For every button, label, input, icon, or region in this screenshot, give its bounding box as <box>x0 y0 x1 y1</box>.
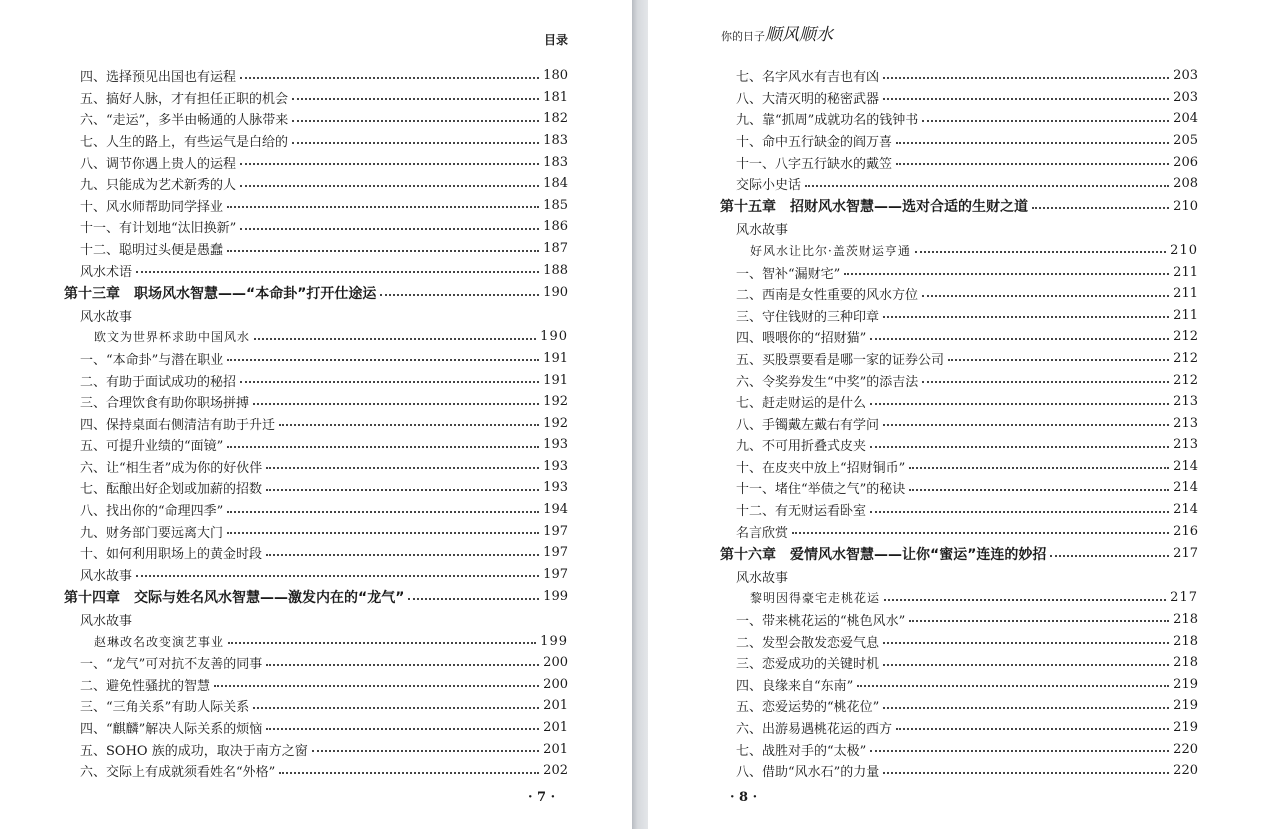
toc-entry <box>64 369 568 391</box>
toc-entry-page: 186 <box>543 219 568 235</box>
toc-entry <box>64 130 568 152</box>
toc-entry-page: 216 <box>1173 523 1198 539</box>
book-gutter <box>632 0 648 829</box>
toc-entry-title: 三、守住钱财的三种印章 <box>736 309 880 325</box>
toc-entry-title: 六、交际上有成就须看姓名“外格” <box>80 765 276 781</box>
toc-entry-page: 197 <box>543 545 568 561</box>
toc-entry-title: 三、恋爱成功的关键时机 <box>736 657 880 673</box>
toc-entry-title: 七、赶走财运的是什么 <box>736 396 867 412</box>
toc-entry <box>64 477 568 499</box>
dot-leader <box>253 697 539 709</box>
toc-entry-title: 十二、聪明过头便是愚蠢 <box>80 243 224 259</box>
dot-leader <box>266 544 539 556</box>
dot-leader <box>240 371 539 383</box>
toc-entry <box>720 695 1198 717</box>
toc-entry-page: 214 <box>1173 502 1198 518</box>
toc-entry <box>720 130 1198 152</box>
dot-leader <box>870 436 1169 448</box>
toc-entry <box>64 673 568 695</box>
toc-entry-title: 第十五章 招财风水智慧——选对合适的生财之道 <box>720 199 1028 216</box>
toc-entry <box>64 652 568 674</box>
page-number-right: · 8 · <box>730 790 758 805</box>
dot-leader <box>915 241 1166 253</box>
dot-leader <box>884 589 1166 601</box>
toc-entry-title: 八、调节你遇上贵人的运程 <box>80 156 237 172</box>
toc-entry-page: 201 <box>543 741 568 757</box>
toc-entry-page: 205 <box>1173 133 1198 149</box>
toc-entry-title: 六、令奖券发生“中奖”的添吉法 <box>736 374 919 390</box>
dot-leader <box>909 479 1169 491</box>
dot-leader <box>266 479 539 491</box>
toc-chapter-entry <box>720 195 1198 219</box>
toc-entry-title: 欧文为世界杯求助中国风水 <box>94 330 251 345</box>
toc-entry-page: 192 <box>543 415 568 431</box>
toc-entry-title: 十、在皮夹中放上“招财铜币” <box>736 460 906 476</box>
dot-leader <box>292 88 539 100</box>
dot-leader <box>883 67 1169 79</box>
toc-entry-page: 185 <box>543 197 568 213</box>
toc-entry-title: 赵琳改名改变演艺事业 <box>94 634 225 649</box>
toc-entry-page: 213 <box>1173 394 1198 410</box>
toc-entry-title: 十二、有无财运看卧室 <box>736 504 867 520</box>
toc-entry <box>64 151 568 173</box>
toc-entry <box>64 434 568 456</box>
toc-entry-page: 206 <box>1173 154 1198 170</box>
toc-entry-title: 五、搞好人脉，才有担任正职的机会 <box>80 91 289 107</box>
toc-entry <box>720 717 1198 739</box>
toc-entry-title: 十一、八字五行缺水的戴笠 <box>736 156 893 172</box>
toc-entry-page: 210 <box>1173 198 1198 214</box>
toc-entry-title: 风水故事 <box>80 568 133 584</box>
dot-leader <box>227 349 539 361</box>
dot-leader <box>136 261 539 273</box>
toc-entry <box>720 151 1198 173</box>
toc-entry-title: 六、让“相生者”成为你的好伙伴 <box>80 460 263 476</box>
dot-leader <box>883 88 1169 100</box>
toc-entry-page: 200 <box>543 676 568 692</box>
toc-entry <box>64 348 568 370</box>
toc-entry-page: 211 <box>1173 307 1198 323</box>
dot-leader <box>227 436 539 448</box>
toc-entry-title: 九、只能成为艺术新秀的人 <box>80 178 237 194</box>
dot-leader <box>227 240 539 252</box>
toc-entry <box>720 87 1198 109</box>
dot-leader <box>922 285 1169 297</box>
toc-entry <box>64 326 568 348</box>
toc-entry <box>720 326 1198 348</box>
dot-leader <box>227 501 539 513</box>
toc-entry-page: 202 <box>543 763 568 779</box>
toc-entry-page: 193 <box>543 437 568 453</box>
toc-entry-title: 一、“龙气”可对抗不友善的同事 <box>80 657 263 673</box>
toc-entry-title: 一、带来桃花运的“桃色风水” <box>736 613 906 629</box>
toc-entry <box>64 499 568 521</box>
toc-entry-page: 219 <box>1173 698 1198 714</box>
toc-entry-title: 风水故事 <box>736 570 789 586</box>
dot-leader <box>896 153 1169 165</box>
toc-entry-title: 四、良缘来自“东南” <box>736 678 854 694</box>
header-small-text: 你的日子 <box>721 30 765 43</box>
toc-entry-title: 二、西南是女性重要的风水方位 <box>736 288 919 304</box>
toc-entry-title: 三、“三角关系”有助人际关系 <box>80 700 250 716</box>
toc-entry-page: 217 <box>1173 546 1198 562</box>
toc-entry <box>64 238 568 260</box>
toc-entry-page: 190 <box>543 285 568 301</box>
toc-entry <box>720 65 1198 87</box>
toc-entry-page: 219 <box>1173 719 1198 735</box>
dot-leader <box>254 328 536 340</box>
dot-leader <box>380 284 539 296</box>
toc-entry <box>720 261 1198 283</box>
toc-entry-page: 183 <box>543 154 568 170</box>
toc-entry-title: 交际小史话 <box>736 178 802 194</box>
toc-entry-page: 187 <box>543 241 568 257</box>
toc-entry-title: 六、“走运”，多半由畅通的人脉带来 <box>80 113 289 129</box>
toc-entry-page: 211 <box>1173 286 1198 302</box>
toc-entry-page: 204 <box>1173 111 1198 127</box>
dot-leader <box>896 718 1169 730</box>
toc-entry-page: 197 <box>543 566 568 582</box>
toc-entry-title: 八、大清灭明的秘密武器 <box>736 91 880 107</box>
dot-leader <box>279 762 539 774</box>
dot-leader <box>922 371 1169 383</box>
toc-entry <box>64 564 568 586</box>
toc-entry <box>720 348 1198 370</box>
toc-entry-title: 八、找出你的“命理四季” <box>80 504 224 520</box>
toc-entry-page: 203 <box>1173 89 1198 105</box>
dot-leader <box>870 328 1169 340</box>
toc-entry <box>720 173 1198 195</box>
toc-entry-title: 十一、堵住“举债之气”的秘诀 <box>736 482 906 498</box>
toc-entry-title: 一、“本命卦”与潜在职业 <box>80 352 224 368</box>
toc-entry <box>720 283 1198 305</box>
toc-entry <box>720 391 1198 413</box>
toc-entry <box>64 304 568 326</box>
toc-entry-title: 风水故事 <box>736 223 789 239</box>
dot-leader <box>883 762 1169 774</box>
toc-entry-page: 219 <box>1173 676 1198 692</box>
toc-entry-title: 五、SOHO 族的成功，取决于南方之窗 <box>80 743 308 759</box>
dot-leader <box>253 393 539 405</box>
toc-entry <box>720 108 1198 130</box>
toc-entry-page: 188 <box>543 262 568 278</box>
toc-entry-page: 208 <box>1173 176 1198 192</box>
toc-entry <box>720 456 1198 478</box>
toc-entry-page: 197 <box>543 523 568 539</box>
toc-entry <box>64 738 568 760</box>
toc-entry-title: 八、借助“风水石”的力量 <box>736 765 880 781</box>
toc-entry-title: 十、命中五行缺金的阎万喜 <box>736 135 893 151</box>
dot-leader <box>240 67 539 79</box>
running-header-left: 目录 <box>543 33 568 47</box>
toc-entry <box>720 609 1198 631</box>
toc-entry <box>64 760 568 782</box>
dot-leader <box>1050 545 1169 557</box>
toc-entry <box>64 216 568 238</box>
dot-leader <box>909 610 1169 622</box>
toc-list-right <box>720 65 1198 781</box>
dot-leader <box>844 263 1169 275</box>
toc-entry <box>720 477 1198 499</box>
dot-leader <box>312 740 539 752</box>
toc-entry-title: 十一、有计划地“汰旧换新” <box>80 221 237 237</box>
toc-entry-page: 214 <box>1173 458 1198 474</box>
toc-entry-page: 183 <box>543 133 568 149</box>
toc-entry <box>720 218 1198 240</box>
toc-entry-page: 193 <box>543 458 568 474</box>
toc-entry-page: 199 <box>540 633 568 649</box>
toc-entry-page: 213 <box>1173 415 1198 431</box>
toc-entry-title: 十、风水师帮助同学择业 <box>80 199 224 215</box>
toc-entry-title: 第十六章 爱情风水智慧——让你“蜜运”连连的妙招 <box>720 546 1047 563</box>
toc-entry-page: 184 <box>543 176 568 192</box>
toc-entry-page: 218 <box>1173 633 1198 649</box>
toc-entry-page: 192 <box>543 394 568 410</box>
toc-entry-title: 二、发型会散发恋爱气息 <box>736 635 880 651</box>
toc-entry-title: 第十四章 交际与姓名风水智慧——激发内在的“龙气” <box>64 589 405 606</box>
toc-entry-title: 七、名字风水有吉也有凶 <box>736 70 880 86</box>
toc-entry <box>64 65 568 87</box>
toc-entry-title: 四、保持桌面右侧清洁有助于升迁 <box>80 417 276 433</box>
dot-leader <box>792 522 1169 534</box>
toc-entry-page: 218 <box>1173 611 1198 627</box>
toc-entry-title: 一、智补“漏财宅” <box>736 266 841 282</box>
toc-entry-title: 四、选择预见出国也有运程 <box>80 70 237 86</box>
toc-entry-page: 201 <box>543 698 568 714</box>
toc-entry-page: 214 <box>1173 480 1198 496</box>
toc-entry <box>64 173 568 195</box>
toc-entry-title: 好风水让比尔·盖茨财运亨通 <box>750 243 911 258</box>
toc-entry-page: 180 <box>543 68 568 84</box>
dot-leader <box>240 153 539 165</box>
dot-leader <box>266 718 539 730</box>
toc-entry <box>720 738 1198 760</box>
dot-leader <box>408 588 539 600</box>
dot-leader <box>279 414 539 426</box>
toc-entry-page: 210 <box>1170 242 1198 258</box>
toc-entry-title: 九、财务部门要远离大门 <box>80 525 224 541</box>
toc-entry-title: 七、战胜对手的“太极” <box>736 743 867 759</box>
toc-entry-page: 211 <box>1173 264 1198 280</box>
left-page <box>0 0 632 829</box>
toc-list-left <box>64 65 568 781</box>
toc-entry-title: 第十三章 职场风水智慧——“本命卦”打开仕途运 <box>64 285 377 302</box>
dot-leader <box>870 501 1169 513</box>
dot-leader <box>857 675 1169 687</box>
toc-entry <box>64 195 568 217</box>
toc-entry-page: 218 <box>1173 655 1198 671</box>
dot-leader <box>227 522 539 534</box>
dot-leader <box>227 196 539 208</box>
toc-entry <box>720 652 1198 674</box>
toc-entry-title: 四、“麒麟”解决人际关系的烦恼 <box>80 721 263 737</box>
toc-entry <box>720 499 1198 521</box>
toc-entry-page: 199 <box>543 589 568 605</box>
toc-entry-page: 194 <box>543 502 568 518</box>
toc-entry <box>720 304 1198 326</box>
dot-leader <box>883 306 1169 318</box>
toc-entry-title: 五、可提升业绩的“面镜” <box>80 439 224 455</box>
toc-entry-title: 七、人生的路上，有些运气是白给的 <box>80 135 289 151</box>
dot-leader <box>136 565 539 577</box>
toc-entry-title: 三、合理饮食有助你职场拼搏 <box>80 396 250 412</box>
toc-entry-page: 217 <box>1170 590 1198 606</box>
toc-entry-page: 190 <box>540 329 568 345</box>
toc-entry <box>64 520 568 542</box>
toc-entry <box>720 434 1198 456</box>
dot-leader <box>266 654 539 666</box>
page-number-left: · 7 · <box>528 790 556 805</box>
toc-entry-page: 220 <box>1173 741 1198 757</box>
toc-entry <box>64 391 568 413</box>
toc-entry <box>64 609 568 631</box>
toc-chapter-entry <box>720 542 1198 566</box>
toc-entry-page: 200 <box>543 655 568 671</box>
running-header-right <box>721 20 833 45</box>
dot-leader <box>266 457 539 469</box>
toc-entry-title: 风水术语 <box>80 264 133 280</box>
toc-entry-page: 193 <box>543 480 568 496</box>
toc-entry <box>720 587 1198 609</box>
dot-leader <box>883 654 1169 666</box>
toc-entry-title: 风水故事 <box>80 309 133 325</box>
dot-leader <box>240 218 539 230</box>
dot-leader <box>870 740 1169 752</box>
toc-entry-title: 二、避免性骚扰的智慧 <box>80 678 211 694</box>
toc-entry-page: 212 <box>1173 372 1198 388</box>
toc-entry <box>64 412 568 434</box>
toc-entry-title: 风水故事 <box>80 613 133 629</box>
toc-entry <box>64 630 568 652</box>
toc-entry-page: 201 <box>543 719 568 735</box>
toc-entry <box>720 412 1198 434</box>
toc-entry <box>720 520 1198 542</box>
toc-entry-title: 九、不可用折叠式皮夹 <box>736 439 867 455</box>
dot-leader <box>214 675 539 687</box>
toc-entry-page: 191 <box>543 350 568 366</box>
header-big-text: 顺风顺水 <box>765 25 833 45</box>
toc-entry-page: 220 <box>1173 763 1198 779</box>
toc-entry-title: 二、有助于面试成功的秘招 <box>80 374 237 390</box>
toc-entry-title: 九、靠“抓周”成就功名的钱钟书 <box>736 113 919 129</box>
toc-entry-title: 六、出游易遇桃花运的西方 <box>736 721 893 737</box>
toc-entry <box>720 565 1198 587</box>
toc-entry-title: 十、如何利用职场上的黄金时段 <box>80 547 263 563</box>
dot-leader <box>228 632 536 644</box>
toc-entry <box>64 108 568 130</box>
dot-leader <box>922 110 1169 122</box>
dot-leader <box>896 132 1169 144</box>
right-page <box>648 0 1272 829</box>
dot-leader <box>1032 197 1169 209</box>
toc-entry <box>64 87 568 109</box>
toc-entry <box>720 240 1198 262</box>
toc-chapter-entry <box>64 585 568 609</box>
dot-leader <box>292 132 539 144</box>
dot-leader <box>292 110 539 122</box>
dot-leader <box>883 414 1169 426</box>
toc-entry <box>64 717 568 739</box>
toc-entry <box>720 630 1198 652</box>
toc-entry-page: 203 <box>1173 68 1198 84</box>
toc-entry <box>720 673 1198 695</box>
dot-leader <box>883 632 1169 644</box>
toc-entry-title: 八、手镯戴左戴右有学问 <box>736 417 880 433</box>
toc-entry <box>64 456 568 478</box>
dot-leader <box>240 175 539 187</box>
toc-entry-page: 181 <box>543 89 568 105</box>
dot-leader <box>948 349 1169 361</box>
toc-entry <box>64 542 568 564</box>
toc-entry <box>64 695 568 717</box>
dot-leader <box>870 393 1169 405</box>
toc-entry <box>64 259 568 281</box>
toc-entry-title: 五、恋爱运势的“桃花位” <box>736 700 880 716</box>
toc-entry-page: 182 <box>543 111 568 127</box>
dot-leader <box>883 697 1169 709</box>
toc-entry-page: 212 <box>1173 350 1198 366</box>
toc-entry-title: 七、酝酿出好企划或加薪的招数 <box>80 482 263 498</box>
dot-leader <box>909 457 1169 469</box>
toc-entry <box>720 760 1198 782</box>
toc-entry <box>720 369 1198 391</box>
dot-leader <box>805 175 1169 187</box>
toc-entry-page: 191 <box>543 372 568 388</box>
toc-entry-page: 212 <box>1173 329 1198 345</box>
toc-entry-page: 213 <box>1173 437 1198 453</box>
toc-entry-title: 四、喂喂你的“招财猫” <box>736 331 867 347</box>
toc-chapter-entry <box>64 281 568 305</box>
toc-entry-title: 名言欣赏 <box>736 525 789 541</box>
toc-entry-title: 黎明因得豪宅走桃花运 <box>750 591 881 606</box>
toc-entry-title: 五、买股票要看是哪一家的证券公司 <box>736 352 945 368</box>
